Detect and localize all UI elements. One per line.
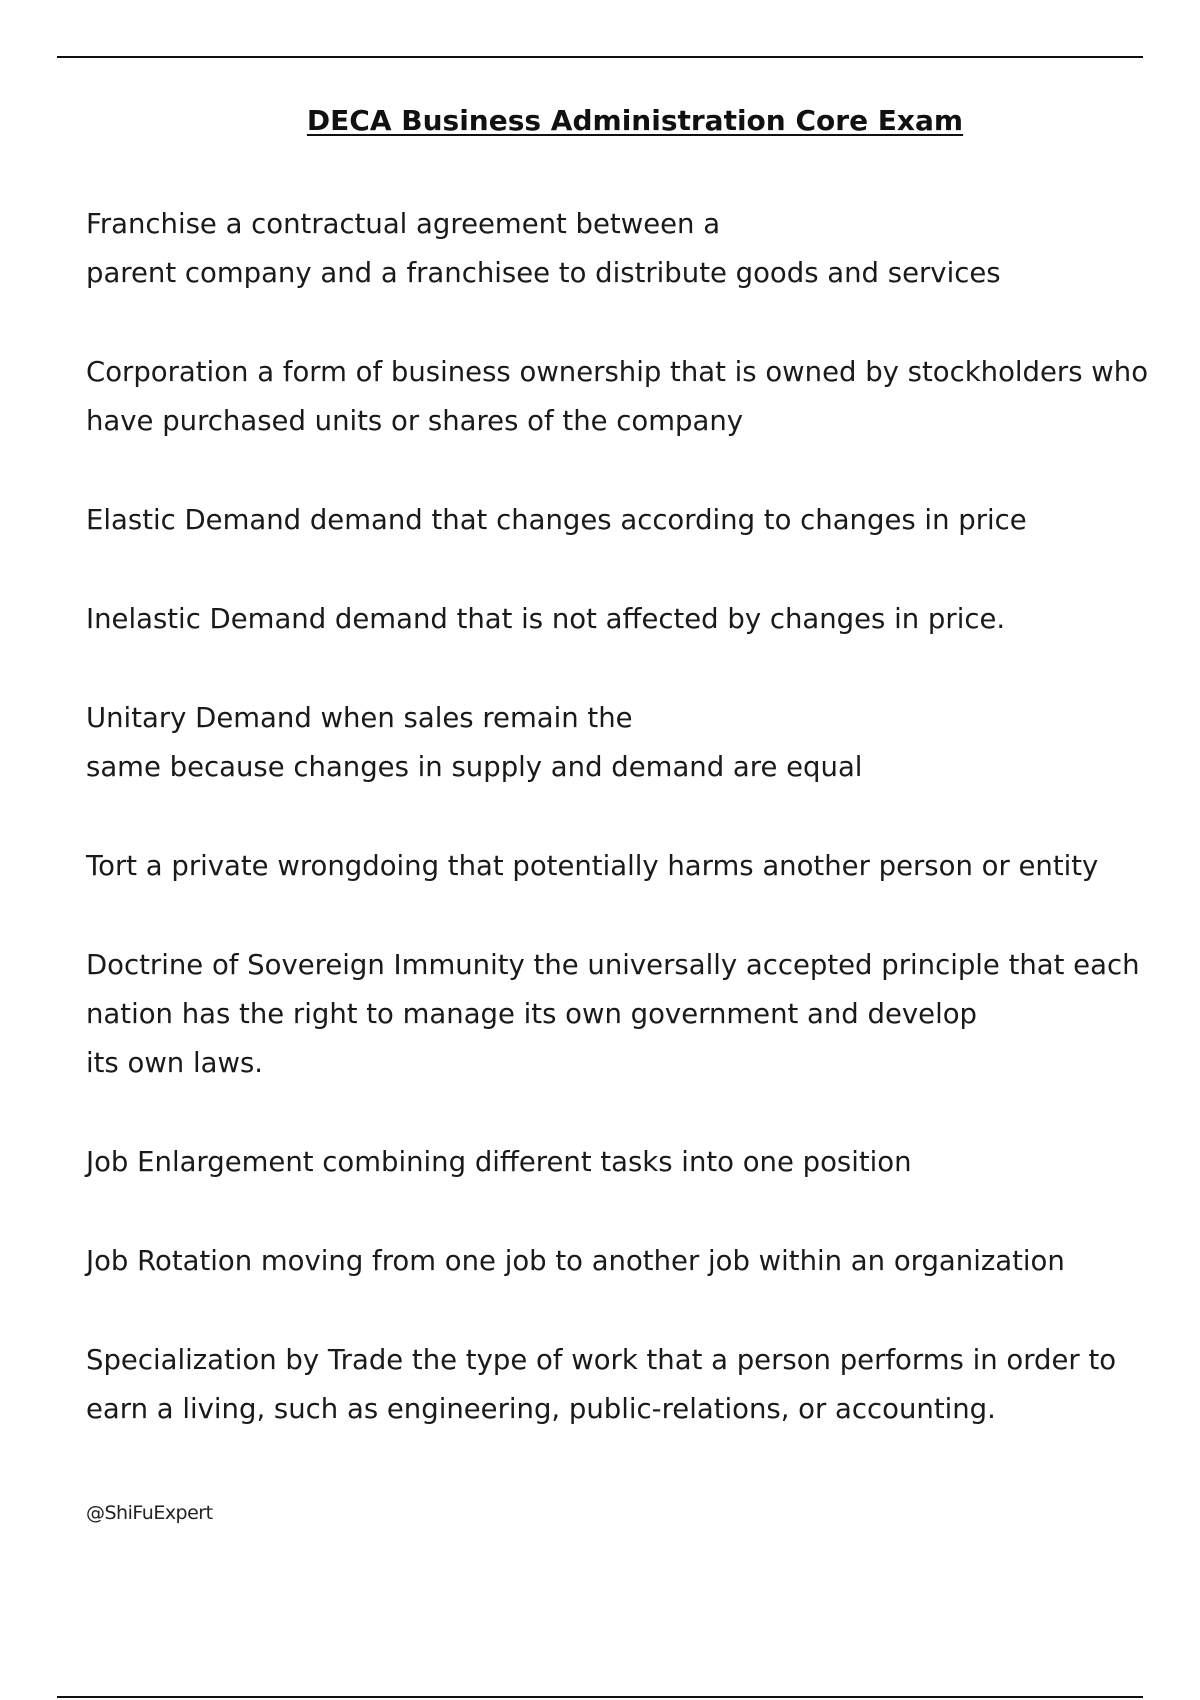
entry-line: Inelastic Demand demand that is not affected by changes in price. — [86, 603, 1006, 635]
entry-line: Job Enlargement combining different tasks into one position — [86, 1146, 912, 1178]
glossary-entry-job-enlargement — [86, 1138, 1196, 1187]
glossary-entry-inelastic-demand — [86, 595, 1196, 644]
glossary-entry-tort — [86, 842, 1196, 891]
entry-line: parent company and a franchisee to distribute goods and services — [86, 257, 1001, 289]
glossary-entry-unitary-demand — [86, 694, 1196, 792]
entry-line: earn a living, such as engineering, public-relations, or accounting. — [86, 1393, 996, 1425]
glossary-entry-job-rotation — [86, 1237, 1196, 1286]
top-rule — [57, 56, 1143, 58]
entry-line: Elastic Demand demand that changes according to changes in price — [86, 504, 1027, 536]
bottom-rule — [57, 1696, 1143, 1698]
entry-line: have purchased units or shares of the company — [86, 405, 744, 437]
entry-line: Doctrine of Sovereign Immunity the universally accepted principle that each — [86, 949, 1140, 981]
entry-line: Corporation a form of business ownership that is owned by stockholders who — [86, 356, 1149, 388]
entry-line: Unitary Demand when sales remain the — [86, 702, 633, 734]
entry-line: nation has the right to manage its own government and develop — [86, 998, 977, 1030]
glossary-entry-franchise — [86, 200, 1196, 298]
glossary-entry-corporation — [86, 348, 1196, 446]
glossary-entry-elastic-demand — [86, 496, 1196, 545]
author-watermark: @ShiFuExpert — [86, 1502, 213, 1524]
entry-line: Tort a private wrongdoing that potentially harms another person or entity — [86, 850, 1099, 882]
page-title: DECA Business Administration Core Exam — [306, 104, 964, 137]
entry-line: Specialization by Trade the type of work that a person performs in order to — [86, 1344, 1117, 1376]
entry-line: Job Rotation moving from one job to another job within an organization — [86, 1245, 1065, 1277]
glossary-entry-sovereign-immunity — [86, 941, 1196, 1088]
entry-line: its own laws. — [86, 1047, 264, 1079]
entry-line: Franchise a contractual agreement between a — [86, 208, 721, 240]
glossary-list — [86, 200, 1196, 1484]
glossary-entry-specialization-by-trade — [86, 1336, 1196, 1434]
entry-line: same because changes in supply and demand are equal — [86, 751, 863, 783]
